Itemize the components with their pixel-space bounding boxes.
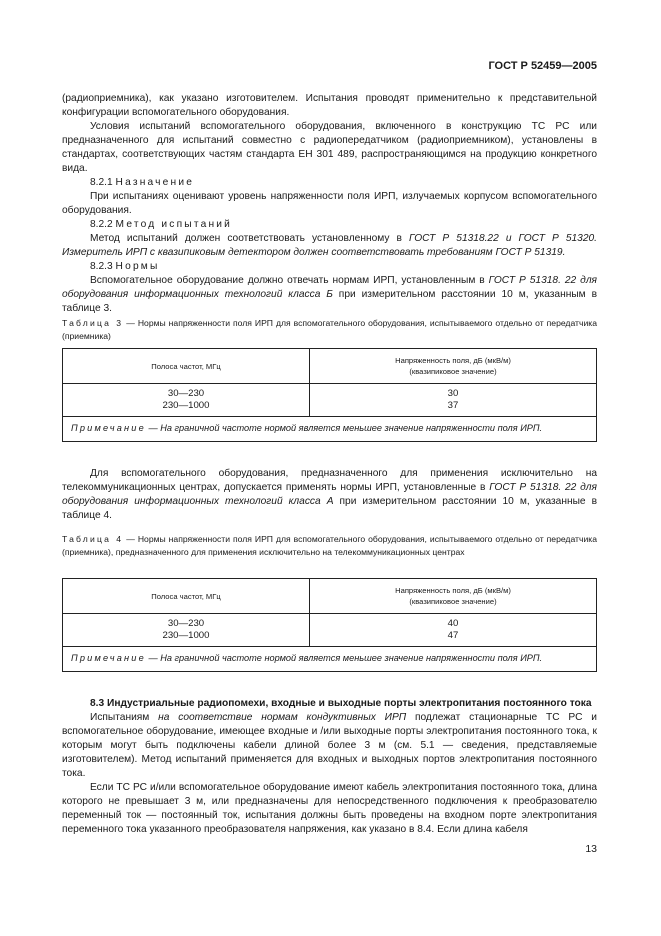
table-4-caption: Таблица 4 — Нормы напряженности поля ИРП для вспомогательного оборудования, испытываемого отдельно от передатчика (приемника), предназначенного для применения исключительно на телекоммуникационных центрах <box>62 534 597 557</box>
table-4 <box>62 578 597 672</box>
table-4-header-band: Полоса частот, МГц <box>63 579 310 614</box>
paragraph-purpose: При испытаниях оценивают уровень напряженности поля ИРП, излучаемых корпусом вспомогательного оборудования. <box>62 191 597 216</box>
table-4-bands-cell: 30—230 230—1000 <box>63 614 310 647</box>
table-3-values-cell: 30 37 <box>310 384 597 417</box>
middle-text-block <box>62 467 597 523</box>
upper-text-block <box>62 92 597 316</box>
section-8-2-2-heading: 8.2.2 Метод испытаний <box>90 219 233 230</box>
table-3-caption: Таблица 3 — Нормы напряженности поля ИРП для вспомогательного оборудования, испытываемого отдельно от передатчика (приемника) <box>62 318 597 341</box>
table-3 <box>62 348 597 442</box>
paragraph-continuation: (радиоприемника), как указано изготовителем. Испытания проводят применительно к представительной конфигурации вспомогательного оборудования. <box>62 93 597 118</box>
paragraph-telecom-centers: Для вспомогательного оборудования, предназначенного для применения исключительно на телекоммуникационных центрах, допускается применять нормы ИРП, установленные в ГОСТ Р 51318. 22 для оборудования информационных технологий класса А при измерительном расстоянии 10 м, указанные в таблице 4. <box>62 468 597 521</box>
lower-text-block <box>62 697 597 837</box>
table-4-header-field: Напряженность поля, дБ (мкВ/м) (квазипиковое значение) <box>310 579 597 614</box>
document-code: ГОСТ Р 52459—2005 <box>488 60 597 72</box>
paragraph-aux-conditions: Условия испытаний вспомогательного оборудования, включенного в конструкцию ТС РС или предназначенного для испытаний совместно с радиопередатчиком (радиоприемником), установлены в стандартах, соответствующих частям стандарта ЕН 301 489, распространяющимся на продукцию конкретного вида. <box>62 121 597 174</box>
table-3-bands-cell: 30—230 230—1000 <box>63 384 310 417</box>
table-3-note: Примечание — На граничной частоте нормой является меньшее значение напряженности поля ИРП. <box>63 417 597 442</box>
paragraph-dc-ports: Испытаниям на соответствие нормам кондуктивных ИРП подлежат стационарные ТС РС и вспомогательное оборудование, имеющее входные и /или выходные порты электропитания постоянного тока, к которым могут быть подключены кабели длиной более 3 м (см. 5.1 — сведения, представляемые изготовителем). Метод испытаний применяется для входных и выходных портов электропитания постоянного тока. <box>62 712 597 779</box>
section-8-3-heading: 8.3 Индустриальные радиопомехи, входные и выходные порты электропитания постоянного тока <box>90 698 592 709</box>
table-3-header-field: Напряженность поля, дБ (мкВ/м) (квазипиковое значение) <box>310 349 597 384</box>
paragraph-test-method: Метод испытаний должен соответствовать установленному в ГОСТ Р 51318.22 и ГОСТ Р 51320. Измеритель ИРП с квазипиковым детектором должен соответствовать требованиям ГОСТ Р 51319. <box>62 233 597 258</box>
section-8-2-3-heading: 8.2.3 Нормы <box>90 261 160 272</box>
table-4-values-cell: 40 47 <box>310 614 597 647</box>
paragraph-norms: Вспомогательное оборудование должно отвечать нормам ИРП, установленным в ГОСТ Р 51318. 22 для оборудования информационных технологий класса Б при измерительном расстоянии 10 м, указанным в таблице 3. <box>62 275 598 314</box>
paragraph-dc-cable-length: Если ТС РС и/или вспомогательное оборудование имеют кабель электропитания постоянного тока, длина которого не превышает 3 м, или предназначены для непосредственного подключения к преобразователю переменный ток — постоянный ток, испытания должны быть проведены на входном порте электропитания переменного тока указанного преобразователя напряжения, как указано в 8.4. Если длина кабеля <box>62 782 597 835</box>
table-3-header-band: Полоса частот, МГц <box>63 349 310 384</box>
page-number: 13 <box>585 843 597 855</box>
table-4-note: Примечание — На граничной частоте нормой является меньшее значение напряженности поля ИРП. <box>63 647 597 672</box>
section-8-2-1-heading: 8.2.1 Назначение <box>90 177 195 188</box>
